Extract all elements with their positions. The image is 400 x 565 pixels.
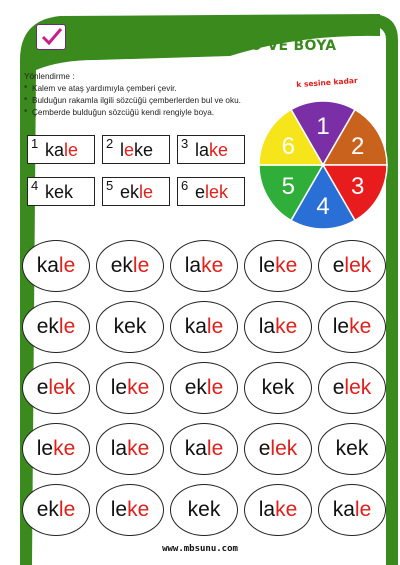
word-black-part: le (110, 498, 128, 521)
oval-word (185, 437, 224, 461)
word-red-part: le (354, 498, 372, 521)
word-black-part: ek (184, 376, 207, 399)
word-oval[interactable] (170, 301, 238, 353)
oval-word (333, 498, 372, 522)
word-oval[interactable] (244, 301, 312, 353)
word-red-part: le (139, 182, 154, 202)
word-black-part: ka (45, 140, 65, 160)
key-number: 6 (181, 178, 189, 193)
word-red-part: ke (53, 437, 76, 460)
word-red-part: le (58, 498, 76, 521)
word-black-part: e (195, 182, 206, 202)
oval-word (37, 498, 76, 522)
oval-word (259, 315, 298, 339)
word-black-part: le (332, 315, 350, 338)
oval-word (185, 376, 224, 400)
word-oval[interactable] (96, 484, 164, 536)
word-red-part: ke (209, 140, 229, 160)
word-red-part: le (58, 315, 76, 338)
key-word (45, 140, 78, 161)
word-black-part: la (258, 498, 276, 521)
word-black-part: le (258, 254, 276, 277)
word-black-part: ek (36, 498, 59, 521)
word-black-part: ek (120, 182, 140, 202)
word-black-part: la (195, 140, 210, 160)
word-red-part: lek (344, 376, 372, 399)
word-black-part: e (332, 254, 345, 277)
word-red-part: le (206, 315, 224, 338)
instructions-heading: Yönlendirme : (24, 72, 75, 81)
word-red-part: lek (270, 437, 298, 460)
oval-word (259, 254, 298, 278)
word-black-part: kek (113, 315, 147, 338)
key-word-box-3 (177, 135, 245, 164)
oval-word (111, 498, 150, 522)
oval-word (333, 315, 372, 339)
wheel-hub (321, 163, 325, 167)
word-oval[interactable] (96, 240, 164, 292)
oval-word (114, 315, 147, 339)
key-number: 1 (31, 136, 39, 151)
word-black-part: le (110, 376, 128, 399)
word-red-part: le (58, 254, 76, 277)
instructions (24, 71, 294, 119)
key-number: 4 (31, 178, 39, 193)
word-red-part: ke (275, 498, 298, 521)
word-oval[interactable] (22, 362, 90, 414)
word-red-part: lek (344, 254, 372, 277)
word-red-part: lek (48, 376, 76, 399)
word-oval[interactable] (244, 484, 312, 536)
word-oval[interactable] (318, 484, 386, 536)
word-red-part: le (132, 254, 150, 277)
key-word-box-2 (102, 135, 170, 164)
word-oval[interactable] (318, 240, 386, 292)
word-oval[interactable] (22, 484, 90, 536)
word-black-part: la (184, 254, 202, 277)
word-red-part: le (206, 376, 224, 399)
word-oval[interactable] (170, 362, 238, 414)
oval-word (37, 437, 76, 461)
key-word (45, 182, 73, 203)
word-black-part: ka (332, 498, 355, 521)
oval-word (188, 498, 221, 522)
wheel-number-3: 3 (350, 173, 365, 200)
oval-word (333, 254, 372, 278)
checkbox-check-icon (36, 24, 66, 50)
word-oval[interactable] (170, 484, 238, 536)
word-red-part: ke (127, 376, 150, 399)
key-word (195, 182, 228, 203)
word-oval[interactable] (22, 240, 90, 292)
oval-word (262, 376, 295, 400)
word-oval[interactable] (244, 362, 312, 414)
word-black-part: la (258, 315, 276, 338)
word-red-part: le (206, 437, 224, 460)
word-black-part: kek (187, 498, 221, 521)
key-word (120, 182, 153, 203)
word-oval[interactable] (96, 301, 164, 353)
word-black-part: e (36, 376, 49, 399)
oval-word (259, 437, 298, 461)
instruction-line: * Kalem ve ataş yardımıyla çemberi çevir. (24, 83, 294, 95)
word-black-part: ek (110, 254, 133, 277)
word-black-part: la (110, 437, 128, 460)
word-red-part: ke (349, 315, 372, 338)
word-black-part: e (258, 437, 271, 460)
oval-word (185, 254, 224, 278)
key-word-box-5 (102, 177, 170, 206)
subtitle: k sesine kadar (296, 75, 358, 90)
word-red-part: ke (275, 254, 298, 277)
word-red-part: ke (127, 437, 150, 460)
word-red-part: ke (201, 254, 224, 277)
word-black-part: ke (134, 140, 154, 160)
word-oval[interactable] (318, 301, 386, 353)
key-word (120, 140, 153, 161)
key-number: 5 (106, 178, 114, 193)
word-oval[interactable] (244, 423, 312, 475)
oval-word (111, 437, 150, 461)
word-red-part: ke (275, 315, 298, 338)
word-red-part: lek (205, 182, 229, 202)
oval-word (336, 437, 369, 461)
key-word (195, 140, 228, 161)
word-black-part: ka (184, 315, 207, 338)
wheel-number-5: 5 (281, 173, 296, 200)
oval-word (333, 376, 372, 400)
oval-word (37, 254, 76, 278)
word-oval[interactable] (318, 362, 386, 414)
word-black-part: ka (36, 254, 59, 277)
oval-word (111, 254, 150, 278)
word-oval[interactable] (170, 423, 238, 475)
word-black-part: kek (261, 376, 295, 399)
color-wheel[interactable] (256, 98, 390, 232)
key-word-box-4 (27, 177, 95, 206)
word-red-part: e (124, 140, 135, 160)
instruction-line: * Çemberde bulduğun sözcüğü kendi rengiyle boya. (24, 107, 294, 119)
word-oval[interactable] (244, 240, 312, 292)
wheel-number-2: 2 (350, 133, 365, 160)
oval-word (111, 376, 150, 400)
oval-word (259, 498, 298, 522)
word-oval[interactable] (22, 423, 90, 475)
oval-word (185, 315, 224, 339)
word-red-part: ke (127, 498, 150, 521)
word-oval[interactable] (170, 240, 238, 292)
word-oval[interactable] (22, 301, 90, 353)
website-footer: www.mbsunu.com (162, 544, 238, 554)
key-number: 2 (106, 136, 114, 151)
word-black-part: le (36, 437, 54, 460)
wheel-number-6: 6 (281, 133, 296, 160)
page-title: ÇEVİR, BUL, OKU VE BOYA (125, 38, 337, 54)
word-oval[interactable] (318, 423, 386, 475)
key-word-box-6 (177, 177, 245, 206)
word-black-part: kek (335, 437, 369, 460)
word-black-part: e (332, 376, 345, 399)
oval-word (37, 315, 76, 339)
wheel-number-1: 1 (316, 113, 330, 140)
word-black-part: l (120, 140, 124, 160)
wheel-number-4: 4 (316, 193, 330, 220)
word-oval[interactable] (96, 362, 164, 414)
word-black-part: ka (184, 437, 207, 460)
key-word-box-1 (27, 135, 95, 164)
word-red-part: le (64, 140, 79, 160)
word-black-part: kek (45, 182, 74, 202)
word-black-part: ek (36, 315, 59, 338)
oval-word (37, 376, 76, 400)
instruction-line: * Bulduğun rakamla ilgili sözcüğü çemberlerden bul ve oku. (24, 95, 294, 107)
word-oval[interactable] (96, 423, 164, 475)
key-number: 3 (181, 136, 189, 151)
